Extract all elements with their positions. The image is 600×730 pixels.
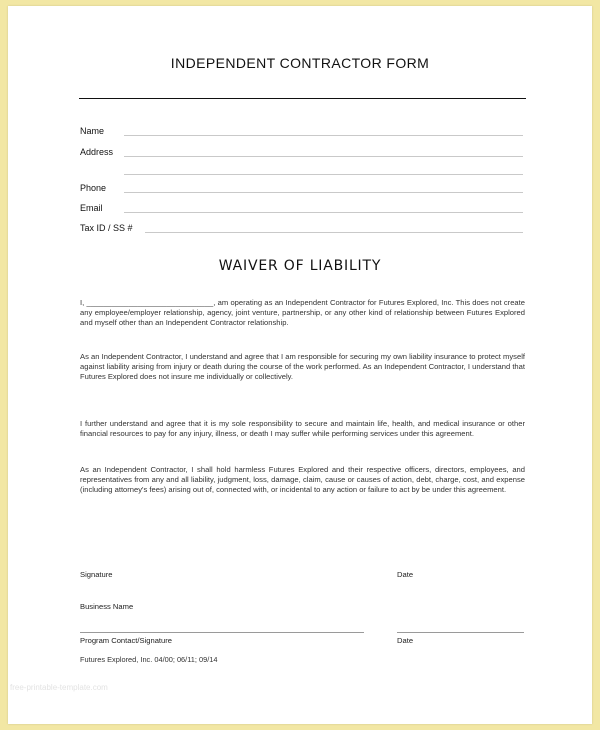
address-line-2[interactable]	[124, 174, 523, 175]
address-line[interactable]	[124, 156, 523, 157]
waiver-title: WAIVER OF LIABILITY	[218, 258, 382, 274]
tax-id-label: Tax ID / SS #	[80, 223, 133, 233]
email-label: Email	[80, 203, 103, 213]
footer-revision: Futures Explored, Inc. 04/00; 06/11; 09/14	[80, 655, 218, 664]
email-line[interactable]	[124, 212, 523, 213]
phone-line[interactable]	[124, 192, 523, 193]
waiver-paragraph-1: I, ______________________________, am operating as an Independent Contractor for Futures Explored, Inc. This does not create any employee/employer relationship, agency, joint venture, partnership, or any other kind of relationship between Futures Explored and myself other than an Independent Contractor relationship.	[80, 298, 525, 328]
form-title: INDEPENDENT CONTRACTOR FORM	[170, 55, 430, 71]
waiver-paragraph-4: As an Independent Contractor, I shall hold harmless Futures Explored and their respective officers, directors, employees, and representatives from any and all liability, judgment, loss, damage, claim, cause or causes of action, debt, charge, cost, and expense (including attorney's fees) arising out of, connected with, or incidental to any action or failure to act by be under this agreement.	[80, 465, 525, 495]
watermark: free-printable-template.com	[10, 683, 108, 692]
name-line[interactable]	[124, 135, 523, 136]
address-label: Address	[80, 147, 114, 157]
title-divider	[79, 98, 526, 99]
name-label: Name	[80, 126, 105, 136]
signature-label: Signature	[80, 570, 113, 579]
date-label-2: Date	[397, 636, 414, 645]
date-line[interactable]	[397, 632, 524, 633]
business-name-label: Business Name	[80, 602, 134, 611]
waiver-paragraph-2: As an Independent Contractor, I understand and agree that I am responsible for securing my own liability insurance to protect myself against liability arising from injury or death during the course of the work performed. As an Independent Contractor, I understand that Futures Explored does not insure me individually or collectively.	[80, 352, 525, 382]
waiver-paragraph-3: I further understand and agree that it is my sole responsibility to secure and maintain life, health, and medical insurance or other financial resources to pay for any injury, illness, or death I may suffer while performing services under this agreement.	[80, 419, 525, 439]
program-contact-label: Program Contact/Signature	[80, 636, 173, 645]
tax-id-line[interactable]	[145, 232, 523, 233]
date-label-1: Date	[397, 570, 414, 579]
program-contact-signature-line[interactable]	[80, 632, 364, 633]
phone-label: Phone	[80, 183, 107, 193]
